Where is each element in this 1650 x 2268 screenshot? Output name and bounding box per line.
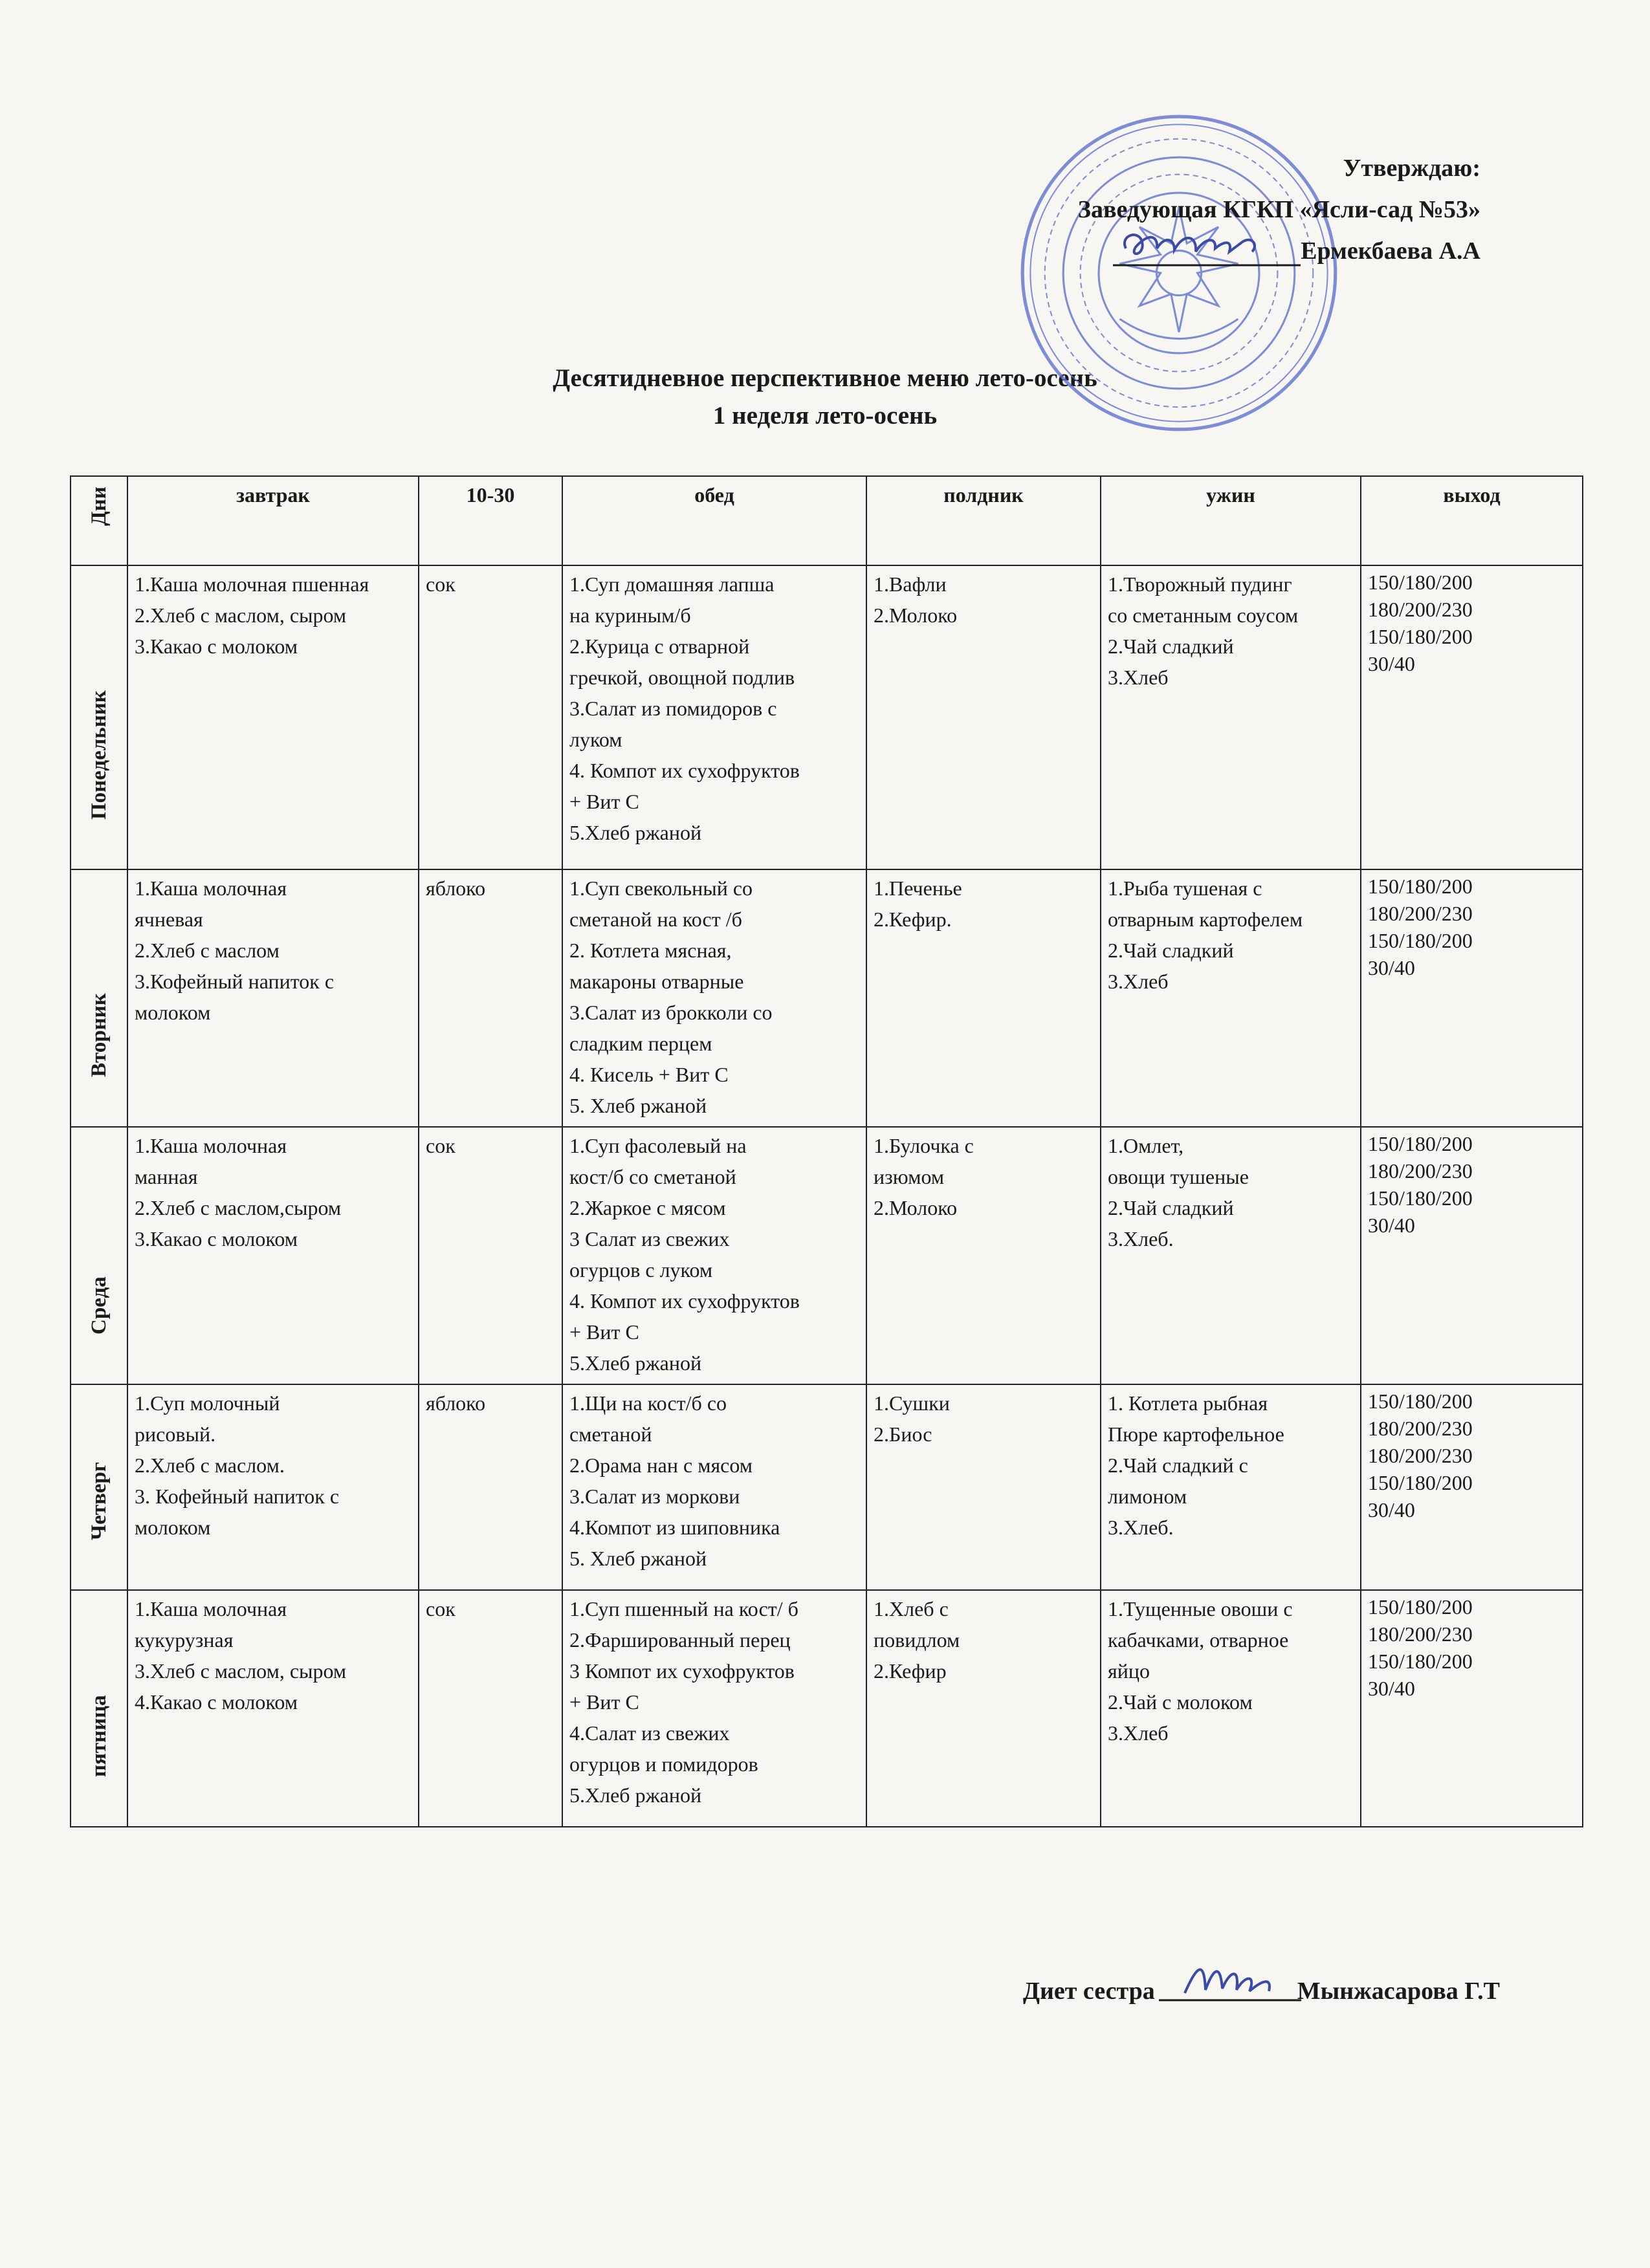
cell-line: 30/40: [1368, 956, 1415, 979]
day-name-cell: [71, 869, 127, 1127]
cell-line: 2.Хлеб с маслом: [135, 939, 280, 962]
snack-cell: [419, 1127, 562, 1384]
cell-line: 1.Булочка с: [874, 1134, 974, 1157]
cell-line: 150/180/200: [1368, 625, 1473, 648]
head-name: Ермекбаева А.А: [1301, 237, 1480, 265]
dinner-cell: [1101, 1127, 1361, 1384]
header-dinner: ужин: [1101, 476, 1361, 565]
cell-line: 150/180/200: [1368, 571, 1473, 594]
lunch-cell: [562, 1127, 866, 1384]
cell-line: 150/180/200: [1368, 1595, 1473, 1619]
cell-line: 1.Каша молочная пшенная: [135, 572, 369, 596]
cell-line: 180/200/230: [1368, 1622, 1473, 1646]
cell-line: 1.Омлет,: [1108, 1134, 1184, 1157]
cell-line: лимоном: [1108, 1485, 1187, 1508]
cell-line: 180/200/230: [1368, 1417, 1473, 1440]
afternoon-snack-cell: [866, 1384, 1101, 1590]
snack-cell: [419, 565, 562, 869]
cell-line: 3.Салат из брокколи со: [569, 1001, 773, 1024]
cell-line: овощи тушеные: [1108, 1165, 1249, 1188]
cell-line: 3 Компот их сухофруктов: [569, 1659, 795, 1683]
cell-line: 2.Курица с отварной: [569, 635, 750, 658]
output-cell: [1361, 1384, 1583, 1590]
cell-line: 30/40: [1368, 652, 1415, 675]
cell-line: кост/б со сметаной: [569, 1165, 736, 1188]
cell-line: + Вит С: [569, 790, 639, 813]
breakfast-cell: [127, 1127, 419, 1384]
cell-line: 1.Каша молочная: [135, 877, 287, 900]
cell-line: кабачками, отварное: [1108, 1628, 1289, 1652]
cell-line: сметаной на кост /б: [569, 908, 742, 931]
cell-line: 2.Хлеб с маслом, сыром: [135, 604, 347, 627]
cell-line: рисовый.: [135, 1423, 216, 1446]
cell-line: + Вит С: [569, 1320, 639, 1344]
cell-line: 1.Суп пшенный на кост/ б: [569, 1597, 798, 1620]
header-breakfast: завтрак: [127, 476, 419, 565]
afternoon-snack-cell: [866, 565, 1101, 869]
cell-line: 180/200/230: [1368, 598, 1473, 621]
title-line-2: 1 неделя лето-осень: [712, 402, 938, 430]
lunch-cell: [562, 869, 866, 1127]
cell-line: 2.Кефир: [874, 1659, 947, 1683]
afternoon-snack-cell: [866, 1127, 1101, 1384]
cell-line: 2.Чай сладкий: [1108, 635, 1234, 658]
title-line-1: Десятидневное перспективное меню лето-осень: [553, 364, 1097, 392]
dietitian-name: Мынжасарова Г.Т: [1297, 1978, 1500, 2005]
approval-heading: Утверждаю:: [1343, 155, 1480, 182]
cell-line: 30/40: [1368, 1214, 1415, 1237]
cell-line: 1.Суп фасолевый на: [569, 1134, 747, 1157]
day-name-cell: [71, 1127, 127, 1384]
document-title: [0, 360, 1650, 435]
cell-line: 180/200/230: [1368, 1444, 1473, 1467]
cell-line: 30/40: [1368, 1677, 1415, 1700]
breakfast-cell: [127, 1384, 419, 1590]
output-cell: [1361, 1127, 1583, 1384]
cell-line: 150/180/200: [1368, 1650, 1473, 1673]
cell-line: 1.Каша молочная: [135, 1597, 287, 1620]
cell-line: 4. Компот их сухофруктов: [569, 759, 800, 782]
cell-line: 5.Хлеб ржаной: [569, 821, 702, 844]
breakfast-cell: [127, 869, 419, 1127]
cell-line: 1. Котлета рыбная: [1108, 1391, 1268, 1415]
cell-line: 150/180/200: [1368, 929, 1473, 952]
cell-line: 3 Салат из свежих: [569, 1227, 730, 1250]
cell-line: 150/180/200: [1368, 875, 1473, 898]
header-days: Дни: [71, 476, 127, 565]
cell-line: 2. Котлета мясная,: [569, 939, 732, 962]
cell-line: 1.Суп домашняя лапша: [569, 572, 775, 596]
cell-line: 180/200/230: [1368, 1159, 1473, 1183]
cell-line: 3.Хлеб: [1108, 1721, 1169, 1745]
breakfast-cell: [127, 1590, 419, 1827]
cell-line: 2.Фаршированный перец: [569, 1628, 791, 1652]
day-name: Четверг: [87, 1462, 111, 1540]
cell-line: ячневая: [135, 908, 203, 931]
cell-line: 3.Хлеб с маслом, сыром: [135, 1659, 347, 1683]
output-cell: [1361, 1590, 1583, 1827]
afternoon-snack-cell: [866, 869, 1101, 1127]
table-row: [71, 1127, 1583, 1384]
cell-line: 1.Щи на кост/б со: [569, 1391, 727, 1415]
approval-signature-line: [1113, 230, 1480, 272]
cell-line: яблоко: [426, 1391, 486, 1415]
cell-line: 3.Кофейный напиток с: [135, 970, 335, 993]
cell-line: 5.Хлеб ржаной: [569, 1351, 702, 1375]
cell-line: 5. Хлеб ржаной: [569, 1094, 707, 1117]
cell-line: сок: [426, 572, 456, 596]
header-snack: 10-30: [419, 476, 562, 565]
cell-line: 1.Тущенные овоши с: [1108, 1597, 1293, 1620]
header-output: выход: [1361, 476, 1583, 565]
cell-line: гречкой, овощной подлив: [569, 666, 795, 689]
cell-line: 1.Вафли: [874, 572, 947, 596]
dinner-cell: [1101, 1590, 1361, 1827]
cell-line: 5. Хлеб ржаной: [569, 1547, 707, 1570]
day-name: пятница: [87, 1695, 111, 1777]
cell-line: 4.Какао с молоком: [135, 1690, 298, 1714]
cell-line: 3.Хлеб.: [1108, 1516, 1174, 1539]
cell-line: яйцо: [1108, 1659, 1150, 1683]
cell-line: макароны отварные: [569, 970, 744, 993]
cell-line: кукурузная: [135, 1628, 234, 1652]
dietitian-signature-block: [1023, 1973, 1500, 2005]
approval-block: [1078, 147, 1480, 285]
menu-table: [70, 475, 1583, 1827]
cell-line: 1.Суп молочный: [135, 1391, 280, 1415]
cell-line: огурцов с луком: [569, 1258, 713, 1281]
cell-line: сок: [426, 1134, 456, 1157]
cell-line: 150/180/200: [1368, 1390, 1473, 1413]
lunch-cell: [562, 1590, 866, 1827]
cell-line: 4.Салат из свежих: [569, 1721, 730, 1745]
dietitian-label: Диет сестра: [1022, 1978, 1155, 2005]
cell-line: 3.Хлеб: [1108, 666, 1169, 689]
cell-line: 150/180/200: [1368, 1132, 1473, 1155]
cell-line: 2.Чай сладкий: [1108, 939, 1234, 962]
cell-line: 2.Жаркое с мясом: [569, 1196, 726, 1219]
cell-line: сок: [426, 1597, 456, 1620]
cell-line: 180/200/230: [1368, 902, 1473, 925]
cell-line: 3.Какао с молоком: [135, 1227, 298, 1250]
day-name: Понедельник: [87, 690, 111, 820]
cell-line: 4. Компот их сухофруктов: [569, 1289, 800, 1313]
cell-line: 150/180/200: [1368, 1471, 1473, 1494]
table-row: [71, 565, 1583, 869]
approval-position: Заведующая КГКП «Ясли-сад №53»: [1077, 196, 1480, 223]
dietitian-signature: [1155, 1973, 1297, 2005]
cell-line: 3.Салат из помидоров с: [569, 697, 777, 720]
cell-line: 3. Кофейный напиток с: [135, 1485, 340, 1508]
cell-line: 4. Кисель + Вит С: [569, 1063, 729, 1086]
cell-line: 4.Компот из шиповника: [569, 1516, 780, 1539]
cell-line: + Вит С: [569, 1690, 639, 1714]
cell-line: Пюре картофельное: [1108, 1423, 1284, 1446]
cell-line: 1.Каша молочная: [135, 1134, 287, 1157]
day-name-cell: [71, 1384, 127, 1590]
cell-line: 1.Печенье: [874, 877, 962, 900]
cell-line: 3.Хлеб.: [1108, 1227, 1174, 1250]
cell-line: 3.Салат из моркови: [569, 1485, 740, 1508]
cell-line: 2.Орама нан с мясом: [569, 1454, 753, 1477]
cell-line: 2.Молоко: [874, 1196, 958, 1219]
table-row: [71, 869, 1583, 1127]
cell-line: 1.Сушки: [874, 1391, 950, 1415]
cell-line: 1.Рыба тушеная с: [1108, 877, 1262, 900]
cell-line: 2.Молоко: [874, 604, 958, 627]
table-row: [71, 1590, 1583, 1827]
header-afternoon-snack: полдник: [866, 476, 1101, 565]
cell-line: 2.Чай сладкий с: [1108, 1454, 1248, 1477]
day-name: Вторник: [87, 993, 111, 1077]
cell-line: манная: [135, 1165, 198, 1188]
cell-line: молоком: [135, 1516, 211, 1539]
day-name-cell: [71, 1590, 127, 1827]
table-row: [71, 1384, 1583, 1590]
cell-line: 2.Чай с молоком: [1108, 1690, 1253, 1714]
cell-line: отварным картофелем: [1108, 908, 1303, 931]
cell-line: 2.Хлеб с маслом,сыром: [135, 1196, 342, 1219]
cell-line: повидлом: [874, 1628, 960, 1652]
cell-line: 3.Хлеб: [1108, 970, 1169, 993]
cell-line: 2.Биос: [874, 1423, 932, 1446]
dinner-cell: [1101, 1384, 1361, 1590]
output-cell: [1361, 869, 1583, 1127]
breakfast-cell: [127, 565, 419, 869]
snack-cell: [419, 1384, 562, 1590]
cell-line: со сметанным соусом: [1108, 604, 1299, 627]
dinner-cell: [1101, 565, 1361, 869]
cell-line: 30/40: [1368, 1498, 1415, 1521]
cell-line: 1.Хлеб с: [874, 1597, 949, 1620]
cell-line: 2.Кефир.: [874, 908, 952, 931]
cell-line: 5.Хлеб ржаной: [569, 1783, 702, 1807]
lunch-cell: [562, 565, 866, 869]
output-cell: [1361, 565, 1583, 869]
cell-line: изюмом: [874, 1165, 945, 1188]
lunch-cell: [562, 1384, 866, 1590]
cell-line: 1.Творожный пудинг: [1108, 572, 1292, 596]
cell-line: 150/180/200: [1368, 1186, 1473, 1210]
day-name-cell: [71, 565, 127, 869]
cell-line: 2.Хлеб с маслом.: [135, 1454, 285, 1477]
cell-line: луком: [569, 728, 622, 751]
cell-line: огурцов и помидоров: [569, 1752, 758, 1776]
cell-line: сметаной: [569, 1423, 652, 1446]
head-signature: [1113, 239, 1301, 272]
cell-line: 3.Какао с молоком: [135, 635, 298, 658]
cell-line: яблоко: [426, 877, 486, 900]
cell-line: молоком: [135, 1001, 211, 1024]
cell-line: 1.Суп свекольный со: [569, 877, 753, 900]
dinner-cell: [1101, 869, 1361, 1127]
snack-cell: [419, 1590, 562, 1827]
afternoon-snack-cell: [866, 1590, 1101, 1827]
cell-line: 2.Чай сладкий: [1108, 1196, 1234, 1219]
snack-cell: [419, 869, 562, 1127]
header-lunch: обед: [562, 476, 866, 565]
cell-line: на куриным/б: [569, 604, 691, 627]
day-name: Среда: [87, 1276, 111, 1335]
header-row: [71, 476, 1583, 565]
cell-line: сладким перцем: [569, 1032, 712, 1055]
